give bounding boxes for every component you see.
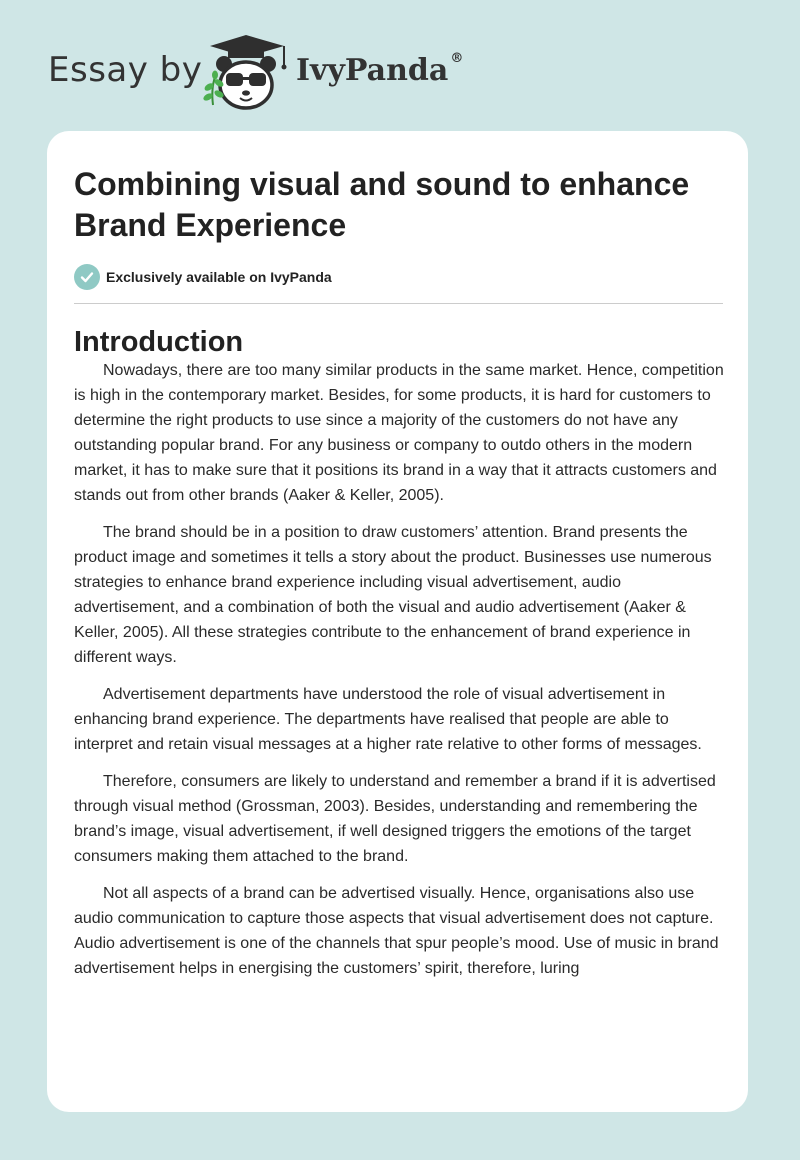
exclusive-badge (74, 264, 332, 290)
paragraph: Not all aspects of a brand can be advertised visually. Hence, organisations also use audio communication to capture those aspects that visual advertisement does not capture. Audio advertisement is one of the channels that spur people’s mood. Use of music in brand advertisement helps in energising the customers’ spirit, therefore, luring (74, 885, 719, 977)
panda-graduate-logo-icon[interactable] (200, 33, 296, 111)
exclusive-label: Exclusively available on IvyPanda (106, 269, 332, 285)
paragraph: Therefore, consumers are likely to understand and remember a brand if it is advertised through visual method (Grossman, 2003). Besides, understanding and remembering the brand’s image, visual advertisement, if well designed triggers the emotions of the target consumers making them attached to the brand. (74, 773, 716, 865)
divider (74, 303, 723, 304)
essay-body (74, 358, 725, 993)
site-header (0, 0, 800, 130)
paragraph: The brand should be in a position to draw customers’ attention. Brand presents the product image and sometimes it tells a story about the product. Businesses use numerous strategies to enhance brand experience including visual advertisement, audio advertisement, and a combination of both the visual and audio advertisement (Aaker & Keller, 2005). All these strategies contribute to the enhancement of brand experience in different ways. (74, 524, 712, 666)
essay-card (47, 131, 748, 1112)
essay-by-label: Essay by (48, 50, 203, 90)
registered-mark: ® (450, 51, 464, 66)
paragraph: Nowadays, there are too many similar products in the same market. Hence, competition is high in the contemporary market. Besides, for some products, it is hard for customers to determine the right products to use since a majority of the customers do not have any outstanding popular brand. For any business or company to outdo others in the modern market, it has to make sure that it positions its brand in a way that it attracts customers and stands out from other brands (Aaker & Keller, 2005). (74, 362, 724, 504)
brand-name[interactable] (296, 53, 463, 88)
paragraph: Advertisement departments have understood the role of visual advertisement in enhancing brand experience. The departments have realised that people are able to interpret and retain visual messages at a higher rate relative to other forms of messages. (74, 686, 702, 753)
section-heading: Introduction (74, 326, 244, 358)
brand-name-text: IvyPanda (296, 53, 449, 88)
check-circle-icon (74, 264, 100, 290)
essay-title: Combining visual and sound to enhance Brand Experience (74, 166, 690, 243)
